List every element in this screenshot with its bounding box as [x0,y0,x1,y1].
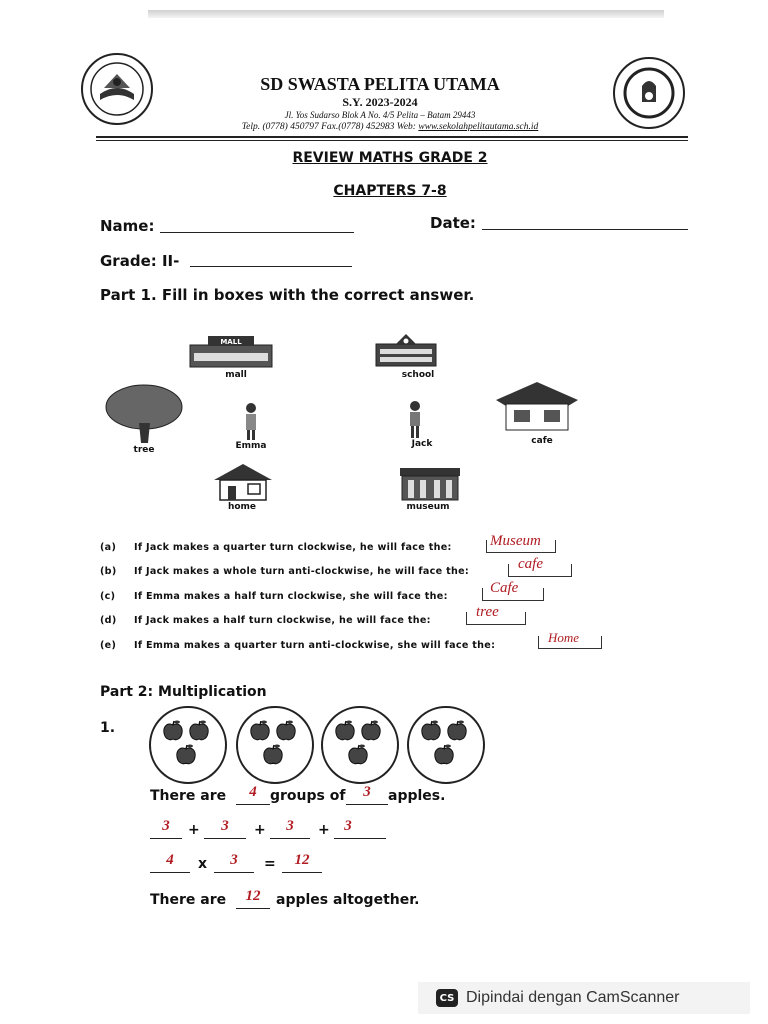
name-field[interactable] [160,216,354,233]
cafe-icon [494,380,580,432]
total-answer: 12 [245,888,261,904]
school-address: Jl. Yos Sudarso Blok A No. 4/5 Pelita – Batam 29443 [284,110,476,120]
apples-per-group-blank[interactable] [346,784,388,805]
place-label-museum: museum [406,502,450,512]
times-sign: x [198,856,208,872]
apple-icon [189,720,209,740]
apple-icon [276,720,296,740]
factor-2-answer: 3 [230,852,238,868]
addend-2-answer: 3 [221,818,229,834]
grade-label: Grade: II- [100,252,180,270]
addend-1[interactable] [150,818,182,839]
grade-field[interactable] [190,250,352,267]
factor-1-answer: 4 [166,852,174,868]
question-d [100,615,431,626]
addend-4[interactable] [334,818,386,839]
question-a [100,542,452,553]
apple-icon [250,720,270,740]
date-label: Date: [430,214,476,232]
apple-icon [421,720,441,740]
part1-heading: Part 1. Fill in boxes with the correct answer. [100,286,475,304]
home-icon [212,462,274,502]
repeated-addition [150,818,410,842]
apple-icon [434,744,454,764]
sentence-total [150,888,450,912]
camscanner-logo-icon: CS [436,989,458,1007]
question-e [100,640,495,651]
name-label: Name: [100,217,155,235]
place-label-tree: tree [133,445,155,455]
sentence-1-text-2: groups of [270,788,346,804]
apple-icon [447,720,467,740]
apple-icon [361,720,381,740]
sentence-total-text-2: apples altogether. [276,892,420,908]
school-crest-icon [80,52,154,126]
place-label-mall: mall [225,370,247,380]
answer-e: Home [548,630,580,645]
question-number: 1. [100,720,116,736]
boy-icon [406,400,424,440]
answer-a: Museum [490,533,541,549]
tree-icon [104,383,184,445]
question-c [100,591,448,602]
question-text: If Jack makes a half turn clockwise, he will face the: [134,615,431,626]
place-label-home: home [227,502,257,512]
plus-sign: + [254,822,266,838]
part2-heading: Part 2: Multiplication [100,684,267,700]
scan-edge [148,10,664,18]
question-text: If Emma makes a quarter turn anti-clockwise, she will face the: [134,640,496,651]
total-blank[interactable] [236,888,270,909]
page-subtitle: CHAPTERS 7-8 [333,183,447,199]
school-year: S.Y. 2023-2024 [342,95,418,109]
school-website-link[interactable]: www.sekolahpelitautama.sch.id [418,122,539,132]
addend-1-answer: 3 [162,818,170,834]
date-field[interactable] [482,213,688,230]
addend-2[interactable] [204,818,246,839]
multiplication-sentence [150,852,350,876]
apple-icon [348,744,368,764]
groups-answer: 4 [249,784,257,800]
school-contact-text: Telp. (0778) 450797 Fax.(0778) 452983 Web: [241,122,419,132]
question-b [100,566,469,577]
header-rule [96,136,688,141]
museum-icon [398,462,462,502]
sentence-1-text-3: apples. [388,788,446,804]
apple-icon [176,744,196,764]
question-letter: (c) [100,591,116,602]
college-seal-icon [612,56,686,130]
apple-icon [335,720,355,740]
sentence-total-text-1: There are [150,892,227,908]
factor-2[interactable] [214,852,254,873]
addend-3-answer: 3 [286,818,294,834]
question-text: If Emma makes a half turn clockwise, she will face the: [134,591,448,602]
school-contact [170,122,610,132]
product-answer: 12 [294,852,310,868]
camscanner-text: Dipindai dengan CamScanner [466,989,680,1006]
place-label-cafe: cafe [531,436,553,446]
plus-sign: + [318,822,330,838]
svg-text:MALL: MALL [220,338,242,346]
school-name: SD SWASTA PELITA UTAMA [260,74,500,94]
apple-icon [163,720,183,740]
place-label-emma: Emma [235,441,267,451]
addend-3[interactable] [270,818,310,839]
place-label-school: school [401,370,435,380]
answer-b: cafe [518,556,543,572]
plus-sign: + [188,822,200,838]
camscanner-watermark [418,982,750,1014]
question-text: If Jack makes a quarter turn clockwise, he will face the: [134,542,452,553]
sentence-1 [150,784,450,808]
question-letter: (b) [100,566,117,577]
apples-per-group-answer: 3 [363,784,371,800]
question-text: If Jack makes a whole turn anti-clockwise, he will face the: [134,566,470,577]
equals-sign: = [264,856,276,872]
sentence-1-text-1: There are [150,788,227,804]
place-label-jack: Jack [411,439,433,449]
question-letter: (a) [100,542,117,553]
question-letter: (e) [100,640,117,651]
groups-blank[interactable] [236,784,270,805]
school-building-icon [374,330,438,368]
answer-d: tree [476,604,499,620]
apple-icon [263,744,283,764]
answer-c: Cafe [490,580,519,596]
page-title: REVIEW MATHS GRADE 2 [292,150,488,166]
product[interactable] [282,852,322,873]
question-letter: (d) [100,615,117,626]
factor-1[interactable] [150,852,190,873]
addend-4-answer: 3 [344,818,352,834]
mall-icon [188,333,274,369]
girl-icon [242,402,260,442]
